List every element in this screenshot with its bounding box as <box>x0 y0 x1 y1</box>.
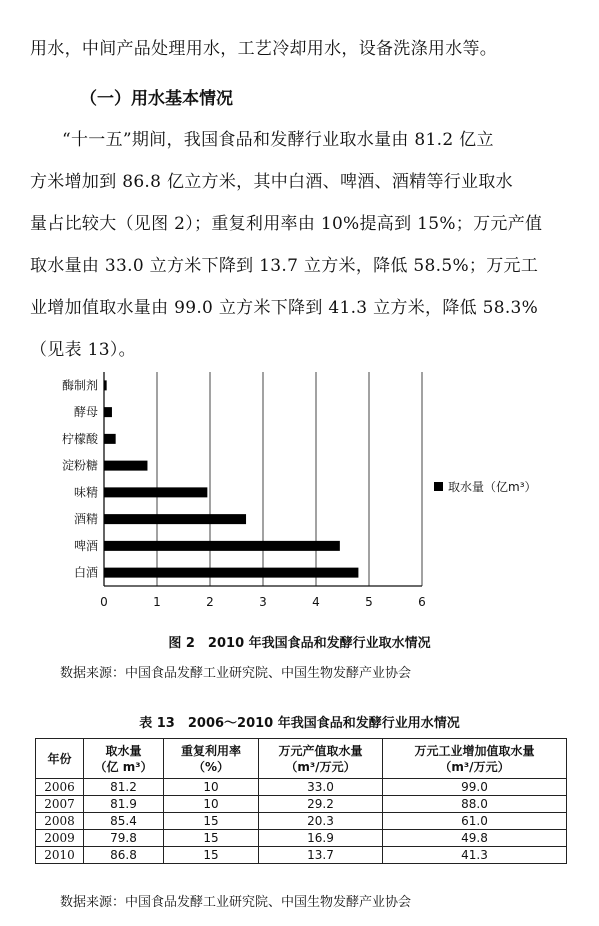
x-tick-label: 4 <box>312 595 320 609</box>
bar <box>104 461 147 471</box>
table-title: 表 13 2006～2010 年我国食品和发酵行业用水情况 <box>139 716 460 731</box>
bar <box>104 407 112 417</box>
category-label: 柠檬酸 <box>61 431 98 446</box>
table-row: 2006 81.2 10 33.0 99.0 <box>36 779 567 796</box>
bar <box>104 434 116 444</box>
water-use-table <box>35 738 567 864</box>
category-label: 酶制剂 <box>61 378 98 393</box>
paragraph-line-4: 量占比较大（见图 2）；重复利用率由 10%提高到 15%；万元产值 <box>30 214 543 234</box>
bar <box>104 380 107 390</box>
x-tick-label: 2 <box>206 595 214 609</box>
bar <box>104 487 207 497</box>
figure-caption: 图 2 2010 年我国食品和发酵行业取水情况 <box>168 636 431 651</box>
category-label: 味精 <box>73 485 98 500</box>
table-row: 2009 79.8 15 16.9 49.8 <box>36 830 567 847</box>
bar-chart <box>20 360 580 620</box>
header-water-intake: 取水量 （亿 m³） <box>84 739 164 779</box>
x-tick-label: 6 <box>418 595 426 609</box>
legend-label: 取水量（亿m³） <box>448 480 537 494</box>
table-row: 2008 85.4 15 20.3 61.0 <box>36 813 567 830</box>
header-year: 年份 <box>36 739 84 779</box>
category-label: 酒精 <box>73 512 98 527</box>
paragraph-line-5: 取水量由 33.0 立方米下降到 13.7 立方米，降低 58.5%；万元工 <box>30 256 539 276</box>
paragraph-line-2: “十一五”期间，我国食品和发酵行业取水量由 81.2 亿立 <box>62 130 494 150</box>
x-tick-label: 0 <box>100 595 108 609</box>
table-header-row <box>36 739 567 779</box>
bar <box>104 514 246 524</box>
paragraph-line-6: 业增加值取水量由 99.0 立方米下降到 41.3 立方米，降低 58.3% <box>30 298 539 318</box>
legend-swatch <box>434 482 443 491</box>
x-tick-label: 1 <box>153 595 161 609</box>
x-tick-label: 3 <box>259 595 267 609</box>
header-reuse-rate: 重复利用率 （%） <box>164 739 259 779</box>
figure-source: 数据来源：中国食品发酵工业研究院、中国生物发酵产业协会 <box>60 666 412 681</box>
paragraph-line-7: （见表 13）。 <box>30 340 136 360</box>
category-label: 淀粉糖 <box>61 458 98 473</box>
paragraph-line-1: 用水，中间产品处理用水，工艺冷却用水，设备洗涤用水等。 <box>30 39 498 59</box>
category-label: 酵母 <box>73 405 98 420</box>
category-label: 啤酒 <box>73 538 98 553</box>
table-row: 2010 86.8 15 13.7 41.3 <box>36 847 567 864</box>
table-source: 数据来源：中国食品发酵工业研究院、中国生物发酵产业协会 <box>60 895 412 910</box>
paragraph-line-3: 方米增加到 86.8 亿立方米，其中白酒、啤酒、酒精等行业取水 <box>30 172 513 192</box>
header-output-intake: 万元产值取水量 （m³/万元） <box>259 739 383 779</box>
table-row: 2007 81.9 10 29.2 88.0 <box>36 796 567 813</box>
x-tick-label: 5 <box>365 595 373 609</box>
bar <box>104 568 358 578</box>
bar <box>104 541 340 551</box>
header-added-value-intake: 万元工业增加值取水量 （m³/万元） <box>383 739 567 779</box>
section-heading: （一）用水基本情况 <box>80 89 233 109</box>
category-label: 白酒 <box>73 565 98 580</box>
